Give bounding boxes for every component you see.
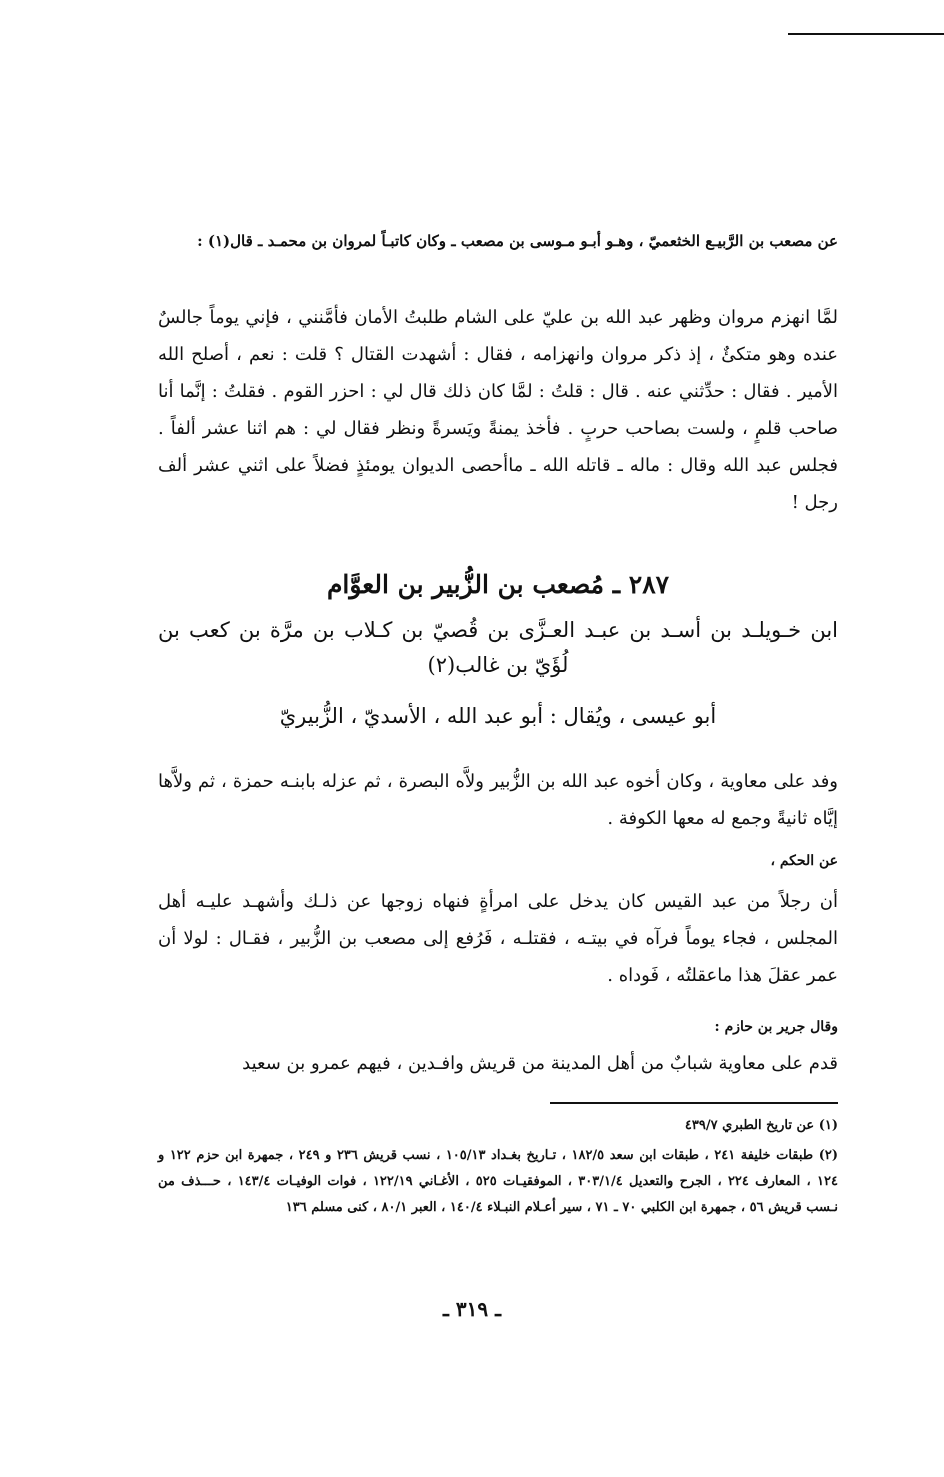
narration-paragraph-3: قدم على معاوية شبابٌ من أهل المدينة من قريش وافـدين ، فيهم عمرو بن سعيد [242, 1053, 838, 1074]
footnote-separator [550, 1102, 838, 1104]
top-rule [788, 33, 944, 35]
narration-paragraph-1: لمَّا انهزم مروان وظهر عبد الله بن عليّ على الشام طلبتُ الأمان فأمَّنني ، فإني يوماً جالسٌ عنده وهو متكئٌ ، إذ ذكر مروان وانهزامه ، فقال : أشهدت القتال ؟ قلت : نعم ، أصلح الله الأمير . فقال : حدِّثني عنه . قال : قلتُ : لمَّا كان ذلك قال لي : احزر القوم . فقلتُ : إنَّما أنا صاحب قلمٍ ، ولست بصاحب حربٍ . فأخذ يمنةً ويَسرةً ونظر فقال لي : هم اثنا عشر ألفاً . فجلس عبد الله وقال : ماله ـ قاتله الله ـ ماأحصى الديوان يومئذٍ فضلاً على اثني عشر ألف رجل ! [158, 307, 838, 513]
entry-heading: ٢٨٧ ـ مُصعب بن الزُّبير بن العوَّام [326, 570, 670, 599]
biography-paragraph: وفد على معاوية ، وكان أخوه عبد الله بن الزُّبير ولاَّه البصرة ، ثم عزله بابنـه حمزة ، ثم ولاَّها إيَّاه ثانيةً وجمع له معها الكوفة . [158, 771, 838, 829]
page-number: ـ ٣١٩ ـ [443, 1297, 501, 1321]
footnote-2: (٢) طبقات خليفة ٢٤١ ، طبقات ابن سعد ١٨٢/٥ ، تـاريخ بغـداد ١٠٥/١٣ ، نسب قريش ٢٣٦ و ٢٤٩ ، جمهرة ابن حزم ١٢٢ و ١٢٤ ، المعارف ٢٢٤ ، الجرح والتعديل ٣٠٣/١/٤ ، الموفقيـات ٥٢٥ ، الأغـاني ١٢٢/١٩ ، فوات الوفيـات ١٤٣/٤ ، حـــذف من نـسب قريش ٥٦ ، جمهرة ابن الكلبي ٧٠ ـ ٧١ ، سير أعـلام النبـلاء ١٤٠/٤ ، العبر ٨٠/١ ، كنى مسلم ١٣٦ [158, 1148, 838, 1215]
footnotes [158, 1113, 838, 1225]
footnote-1: (١) عن تاريخ الطبري ٤٣٩/٧ [684, 1118, 838, 1133]
entry-kunya: أبو عيسى ، ويُقال : أبو عبد الله ، الأسديّ ، الزُّبيريّ [279, 704, 717, 728]
narration-paragraph-2: أن رجلاً من عبد القيس كان يدخل على امرأةٍ فنهاه زوجها عن ذلـك وأشهـد عليـه أهل المجلس ، فجاء يوماً فرآه في بيتـه ، فقتلـه ، فَرُفع إلى مصعب بن الزُّبير ، فقـال : لولا أن عمر عقلَ هذا ماعقلتُه ، فَوداه . [158, 891, 838, 986]
narrator-label-2: وقال جرير بن حازم : [714, 1019, 838, 1035]
narrator-label-1: عن الحكم ، [770, 853, 838, 869]
isnad-intro: عن مصعب بن الرَّبيـع الخثعميّ ، وهـو أبـو مـوسى بن مصعب ـ وكان كاتبـاً لمروان بن محمـد ـ قال(١) : [197, 232, 838, 250]
entry-lineage: ابن خـويلـد بن أسـد بن عبـد العـزَّى بن قُصيّ بن كـلاب بن مرَّة بن كعب بن لُؤَيّ بن غالب(٢) [158, 618, 838, 677]
